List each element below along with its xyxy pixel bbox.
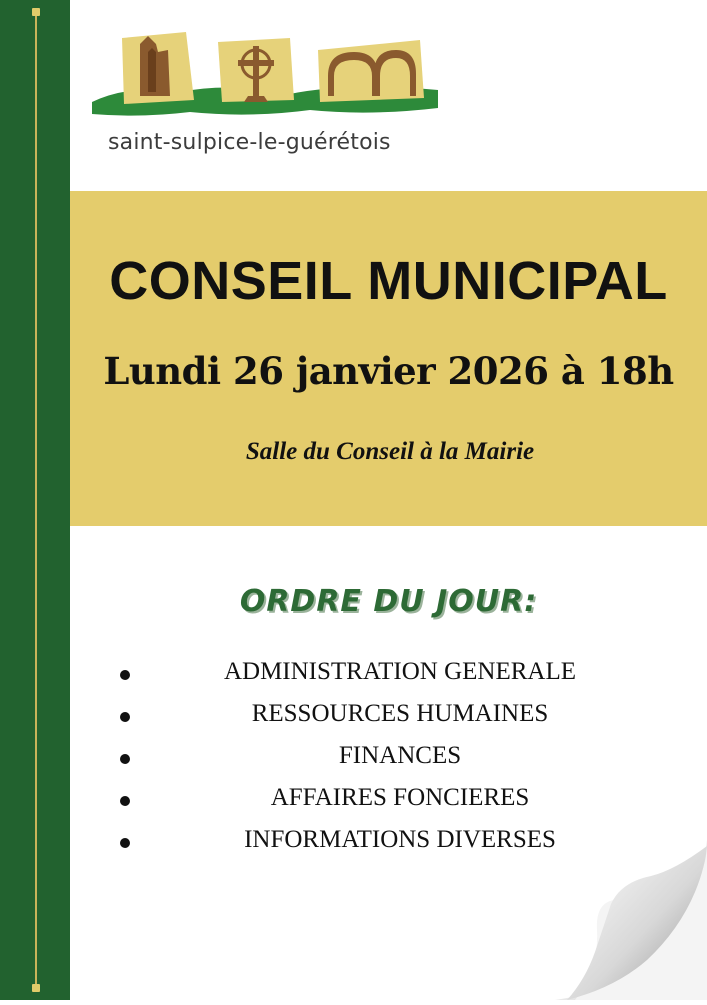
agenda-item-text: ADMINISTRATION GENERALE: [223, 658, 577, 685]
meeting-location: Salle du Conseil à la Mairie: [245, 438, 535, 465]
agenda-list: [0, 656, 707, 866]
agenda-item: [0, 782, 707, 824]
agenda-item: [0, 740, 707, 782]
thread-knot-bottom: [32, 984, 40, 992]
agenda-item-text: INFORMATIONS DIVERSES: [244, 826, 556, 853]
page-curl-icon: [555, 840, 707, 1000]
tower-ruin-icon: [122, 32, 194, 104]
logo-commune-name: saint-sulpice-le-guérétois: [108, 130, 391, 155]
celtic-cross-icon: [218, 38, 294, 102]
agenda-item: [0, 698, 707, 740]
agenda-heading: ORDRE DU JOUR:: [239, 584, 538, 619]
meeting-date: Lundi 26 janvier 2026 à 18h: [103, 349, 674, 393]
page-title: CONSEIL MUNICIPAL: [109, 251, 668, 311]
agenda-item-text: RESSOURCES HUMAINES: [251, 700, 549, 727]
arch-bridge-icon: [318, 40, 424, 102]
agenda-item-text: FINANCES: [338, 742, 462, 769]
agenda-item: [0, 656, 707, 698]
commune-logo: [90, 22, 440, 162]
logo-graphic: [90, 22, 440, 127]
thread-knot-top: [32, 8, 40, 16]
agenda-item-text: AFFAIRES FONCIERES: [270, 784, 530, 811]
